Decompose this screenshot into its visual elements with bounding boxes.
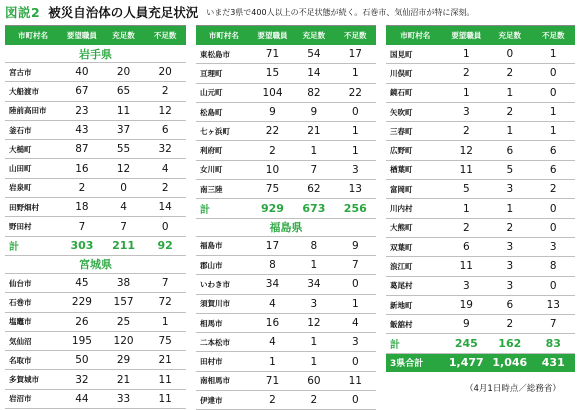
requested-count: 32: [61, 370, 103, 389]
municipality-name: 塩竈市: [5, 312, 61, 331]
table-header-row: [5, 26, 186, 45]
filled-count: 162: [488, 334, 531, 353]
municipality-name: 郡山市: [196, 255, 252, 274]
filled-count: 1: [293, 333, 334, 352]
table-row: [386, 180, 575, 199]
municipality-name: 計: [5, 236, 61, 255]
shortage-count: 0: [532, 64, 575, 83]
subtotal-row: [386, 334, 575, 353]
municipality-name: 仙台市: [5, 273, 61, 292]
municipality-name: 葛尾村: [386, 276, 445, 295]
requested-count: 245: [445, 334, 488, 353]
filled-count: 1,046: [488, 353, 531, 372]
table-row: [5, 178, 186, 197]
table-column-1: [5, 25, 186, 409]
requested-count: 87: [61, 140, 103, 159]
figure-title: [5, 4, 474, 20]
shortage-count: 20: [144, 63, 186, 82]
shortage-count: 75: [144, 331, 186, 350]
filled-count: 0: [488, 45, 531, 64]
table-row: [386, 315, 575, 334]
filled-count: 0: [103, 178, 145, 197]
filled-count: 2: [488, 315, 531, 334]
requested-count: 1: [445, 199, 488, 218]
table-row: [196, 371, 376, 390]
municipality-name: 利府町: [196, 141, 252, 160]
shortage-count: 7: [532, 315, 575, 334]
shortage-count: 0: [144, 217, 186, 236]
filled-count: 6: [488, 141, 531, 160]
municipality-name: 宮古市: [5, 63, 61, 82]
prefecture-name: 岩手県: [5, 45, 186, 63]
filled-count: 3: [488, 237, 531, 256]
municipality-name: 陸前高田市: [5, 101, 61, 120]
municipality-name: 松島町: [196, 102, 252, 121]
filled-count: 1: [488, 122, 531, 141]
requested-count: 71: [252, 45, 293, 64]
shortage-count: 3: [532, 237, 575, 256]
requested-count: 6: [445, 237, 488, 256]
shortage-count: 2: [144, 178, 186, 197]
filled-count: 37: [103, 120, 145, 139]
requested-count: 3: [445, 276, 488, 295]
shortage-count: 0: [335, 391, 376, 410]
municipality-name: 山田町: [5, 159, 61, 178]
municipality-name: 鏡石町: [386, 83, 445, 102]
table-row: [5, 351, 186, 370]
municipality-name: 大槌町: [5, 140, 61, 159]
filled-count: 29: [103, 351, 145, 370]
shortage-count: 11: [144, 370, 186, 389]
filled-count: 1: [293, 255, 334, 274]
column-header: 不足数: [144, 26, 186, 45]
shortage-count: 2: [532, 180, 575, 199]
requested-count: 9: [445, 315, 488, 334]
municipality-name: 南三陸: [196, 180, 252, 199]
shortage-count: 1: [335, 141, 376, 160]
requested-count: 7: [61, 217, 103, 236]
filled-count: 120: [103, 331, 145, 350]
table-row: [5, 389, 186, 408]
prefecture-header-row: [5, 45, 186, 63]
requested-count: 9: [252, 102, 293, 121]
filled-count: 3: [488, 180, 531, 199]
filled-count: 3: [488, 276, 531, 295]
requested-count: 2: [445, 122, 488, 141]
filled-count: 1: [293, 141, 334, 160]
table-row: [386, 276, 575, 295]
table-column-3: [386, 25, 575, 372]
shortage-count: 1: [532, 45, 575, 64]
requested-count: 10: [252, 160, 293, 179]
requested-count: 12: [445, 141, 488, 160]
shortage-count: 1: [335, 64, 376, 83]
requested-count: 3: [445, 102, 488, 121]
filled-count: 34: [293, 275, 334, 294]
filled-count: 12: [293, 313, 334, 332]
requested-count: 67: [61, 82, 103, 101]
requested-count: 2: [252, 141, 293, 160]
filled-count: 3: [293, 294, 334, 313]
table-row: [196, 275, 376, 294]
requested-count: 17: [252, 236, 293, 255]
shortage-count: 9: [335, 236, 376, 255]
requested-count: 2: [61, 178, 103, 197]
filled-count: 2: [488, 218, 531, 237]
requested-count: 303: [61, 236, 103, 255]
table-row: [386, 218, 575, 237]
shortage-count: 0: [335, 102, 376, 121]
shortage-count: 72: [144, 293, 186, 312]
table-row: [5, 101, 186, 120]
filled-count: 60: [293, 371, 334, 390]
shortage-count: 11: [335, 371, 376, 390]
requested-count: 1,477: [445, 353, 488, 372]
table-header-row: [196, 26, 376, 45]
column-header: 充足数: [293, 26, 334, 45]
shortage-count: 17: [335, 45, 376, 64]
shortage-count: 11: [144, 389, 186, 408]
municipality-name: 浪江町: [386, 257, 445, 276]
filled-count: 3: [488, 257, 531, 276]
requested-count: 44: [61, 389, 103, 408]
shortage-count: 1: [532, 102, 575, 121]
filled-count: 62: [293, 180, 334, 199]
column-header: 要望職員: [61, 26, 103, 45]
filled-count: 673: [293, 199, 334, 218]
shortage-count: 0: [532, 83, 575, 102]
municipality-name: 富岡町: [386, 180, 445, 199]
table-row: [386, 257, 575, 276]
filled-count: 2: [488, 102, 531, 121]
shortage-count: 256: [335, 199, 376, 218]
filled-count: 2: [488, 64, 531, 83]
municipality-name: 広野町: [386, 141, 445, 160]
subtotal-row: [196, 199, 376, 218]
municipality-name: 楢葉町: [386, 160, 445, 179]
filled-count: 1: [488, 199, 531, 218]
filled-count: 14: [293, 64, 334, 83]
shortage-count: 83: [532, 334, 575, 353]
municipality-name: いわき市: [196, 275, 252, 294]
requested-count: 19: [445, 295, 488, 314]
shortage-count: 14: [144, 198, 186, 217]
table-row: [196, 333, 376, 352]
table-row: [5, 312, 186, 331]
filled-count: 55: [103, 140, 145, 159]
table-row: [386, 83, 575, 102]
table-row: [196, 255, 376, 274]
table-row: [5, 140, 186, 159]
shortage-count: 21: [144, 351, 186, 370]
table-row: [5, 217, 186, 236]
shortage-count: 32: [144, 140, 186, 159]
table-row: [196, 160, 376, 179]
table-row: [5, 159, 186, 178]
table-row: [196, 141, 376, 160]
column-header: 要望職員: [252, 26, 293, 45]
shortage-count: 1: [532, 122, 575, 141]
municipality-name: 国見町: [386, 45, 445, 64]
filled-count: 20: [103, 63, 145, 82]
table-row: [5, 198, 186, 217]
column-header: 市町村名: [196, 26, 252, 45]
shortage-count: 0: [335, 275, 376, 294]
table-row: [5, 293, 186, 312]
requested-count: 229: [61, 293, 103, 312]
filled-count: 8: [293, 236, 334, 255]
municipality-name: 釜石市: [5, 120, 61, 139]
table-row: [386, 237, 575, 256]
requested-count: 18: [61, 198, 103, 217]
requested-count: 16: [61, 159, 103, 178]
requested-count: 4: [252, 333, 293, 352]
prefecture-name: 宮城県: [5, 255, 186, 273]
shortage-count: 4: [144, 159, 186, 178]
table-row: [5, 273, 186, 292]
municipality-name: 田野畑村: [5, 198, 61, 217]
municipality-name: 気仙沼: [5, 331, 61, 350]
filled-count: 7: [293, 160, 334, 179]
column-header: 市町村名: [386, 26, 445, 45]
table-row: [196, 391, 376, 410]
table-column-2: [196, 25, 376, 410]
column-header: 市町村名: [5, 26, 61, 45]
page-subtitle: いまだ3県で400人以上の不足状態が続く。石巻市、気仙沼市が特に深刻。: [206, 7, 475, 17]
shortage-count: 1: [335, 122, 376, 141]
filled-count: 2: [293, 391, 334, 410]
municipality-name: 矢吹町: [386, 102, 445, 121]
filled-count: 33: [103, 389, 145, 408]
table-row: [196, 122, 376, 141]
municipality-name: 川内村: [386, 199, 445, 218]
shortage-count: 1: [144, 312, 186, 331]
shortage-count: 0: [532, 199, 575, 218]
grand-total-row: [386, 353, 575, 372]
filled-count: 65: [103, 82, 145, 101]
table-row: [196, 294, 376, 313]
municipality-name: 三春町: [386, 122, 445, 141]
shortage-count: 0: [532, 276, 575, 295]
requested-count: 4: [252, 294, 293, 313]
filled-count: 12: [103, 159, 145, 178]
shortage-count: 92: [144, 236, 186, 255]
table-row: [196, 64, 376, 83]
column-header: 不足数: [532, 26, 575, 45]
requested-count: 26: [61, 312, 103, 331]
requested-count: 2: [445, 64, 488, 83]
shortage-count: 7: [335, 255, 376, 274]
shortage-count: 12: [144, 101, 186, 120]
filled-count: 21: [103, 370, 145, 389]
municipality-name: 多賀城市: [5, 370, 61, 389]
municipality-name: 相馬市: [196, 313, 252, 332]
municipality-name: 川俣町: [386, 64, 445, 83]
table-row: [5, 120, 186, 139]
requested-count: 5: [445, 180, 488, 199]
requested-count: 34: [252, 275, 293, 294]
shortage-count: 6: [532, 160, 575, 179]
filled-count: 211: [103, 236, 145, 255]
column-header: 要望職員: [445, 26, 488, 45]
requested-count: 43: [61, 120, 103, 139]
shortage-count: 6: [532, 141, 575, 160]
table-row: [386, 102, 575, 121]
shortage-count: 1: [335, 294, 376, 313]
requested-count: 22: [252, 122, 293, 141]
filled-count: 4: [103, 198, 145, 217]
filled-count: 157: [103, 293, 145, 312]
requested-count: 8: [252, 255, 293, 274]
filled-count: 21: [293, 122, 334, 141]
table-row: [5, 63, 186, 82]
data-table: [196, 26, 376, 410]
filled-count: 7: [103, 217, 145, 236]
table-row: [386, 295, 575, 314]
table-row: [5, 82, 186, 101]
shortage-count: 0: [335, 352, 376, 371]
municipality-name: 大熊町: [386, 218, 445, 237]
filled-count: 1: [293, 352, 334, 371]
prefecture-name: 福島県: [196, 218, 376, 236]
column-header: 充足数: [488, 26, 531, 45]
filled-count: 38: [103, 273, 145, 292]
table-row: [386, 160, 575, 179]
filled-count: 25: [103, 312, 145, 331]
shortage-count: 22: [335, 83, 376, 102]
table-row: [386, 122, 575, 141]
municipality-name: 岩沼市: [5, 389, 61, 408]
table-row: [5, 331, 186, 350]
requested-count: 45: [61, 273, 103, 292]
requested-count: 1: [445, 83, 488, 102]
municipality-name: 田村市: [196, 352, 252, 371]
table-row: [196, 236, 376, 255]
municipality-name: 二本松市: [196, 333, 252, 352]
municipality-name: 須賀川市: [196, 294, 252, 313]
filled-count: 1: [488, 83, 531, 102]
table-row: [5, 370, 186, 389]
municipality-name: 野田村: [5, 217, 61, 236]
municipality-name: 伊達市: [196, 391, 252, 410]
shortage-count: 13: [532, 295, 575, 314]
municipality-name: 岩泉町: [5, 178, 61, 197]
table-row: [386, 199, 575, 218]
shortage-count: 4: [335, 313, 376, 332]
requested-count: 15: [252, 64, 293, 83]
requested-count: 75: [252, 180, 293, 199]
municipality-name: 大船渡市: [5, 82, 61, 101]
table-row: [196, 352, 376, 371]
requested-count: 16: [252, 313, 293, 332]
municipality-name: 計: [386, 334, 445, 353]
shortage-count: 8: [532, 257, 575, 276]
page-title: 被災自治体の人員充足状況: [48, 5, 199, 20]
municipality-name: 山元町: [196, 83, 252, 102]
column-header: 充足数: [103, 26, 145, 45]
data-table: [5, 26, 186, 409]
requested-count: 11: [445, 160, 488, 179]
requested-count: 929: [252, 199, 293, 218]
subtotal-row: [5, 236, 186, 255]
requested-count: 71: [252, 371, 293, 390]
shortage-count: 7: [144, 273, 186, 292]
table-row: [196, 313, 376, 332]
requested-count: 40: [61, 63, 103, 82]
filled-count: 6: [488, 295, 531, 314]
table-row: [386, 64, 575, 83]
table-row: [386, 45, 575, 64]
source-note: （4月1日時点／総務省）: [465, 384, 561, 394]
column-header: 不足数: [335, 26, 376, 45]
shortage-count: 3: [335, 333, 376, 352]
municipality-name: 亘理町: [196, 64, 252, 83]
figure-label: 図説2: [5, 5, 41, 20]
requested-count: 2: [445, 218, 488, 237]
requested-count: 104: [252, 83, 293, 102]
data-table: [386, 26, 575, 372]
filled-count: 54: [293, 45, 334, 64]
municipality-name: 福島市: [196, 236, 252, 255]
shortage-count: 6: [144, 120, 186, 139]
requested-count: 23: [61, 101, 103, 120]
filled-count: 5: [488, 160, 531, 179]
municipality-name: 3県合計: [386, 353, 445, 372]
municipality-name: 新地町: [386, 295, 445, 314]
filled-count: 9: [293, 102, 334, 121]
prefecture-header-row: [196, 218, 376, 236]
table-row: [196, 102, 376, 121]
shortage-count: 3: [335, 160, 376, 179]
municipality-name: 名取市: [5, 351, 61, 370]
table-row: [386, 141, 575, 160]
table-header-row: [386, 26, 575, 45]
requested-count: 2: [252, 391, 293, 410]
requested-count: 1: [445, 45, 488, 64]
shortage-count: 2: [144, 82, 186, 101]
filled-count: 82: [293, 83, 334, 102]
municipality-name: 飯舘村: [386, 315, 445, 334]
filled-count: 11: [103, 101, 145, 120]
table-row: [196, 83, 376, 102]
municipality-name: 石巻市: [5, 293, 61, 312]
shortage-count: 13: [335, 180, 376, 199]
municipality-name: 七ヶ浜町: [196, 122, 252, 141]
municipality-name: 計: [196, 199, 252, 218]
shortage-count: 431: [532, 353, 575, 372]
requested-count: 1: [252, 352, 293, 371]
municipality-name: 女川町: [196, 160, 252, 179]
prefecture-header-row: [5, 255, 186, 273]
municipality-name: 双葉町: [386, 237, 445, 256]
municipality-name: 南相馬市: [196, 371, 252, 390]
shortage-count: 0: [532, 218, 575, 237]
requested-count: 11: [445, 257, 488, 276]
requested-count: 50: [61, 351, 103, 370]
table-row: [196, 180, 376, 199]
municipality-name: 東松島市: [196, 45, 252, 64]
table-row: [196, 45, 376, 64]
requested-count: 195: [61, 331, 103, 350]
